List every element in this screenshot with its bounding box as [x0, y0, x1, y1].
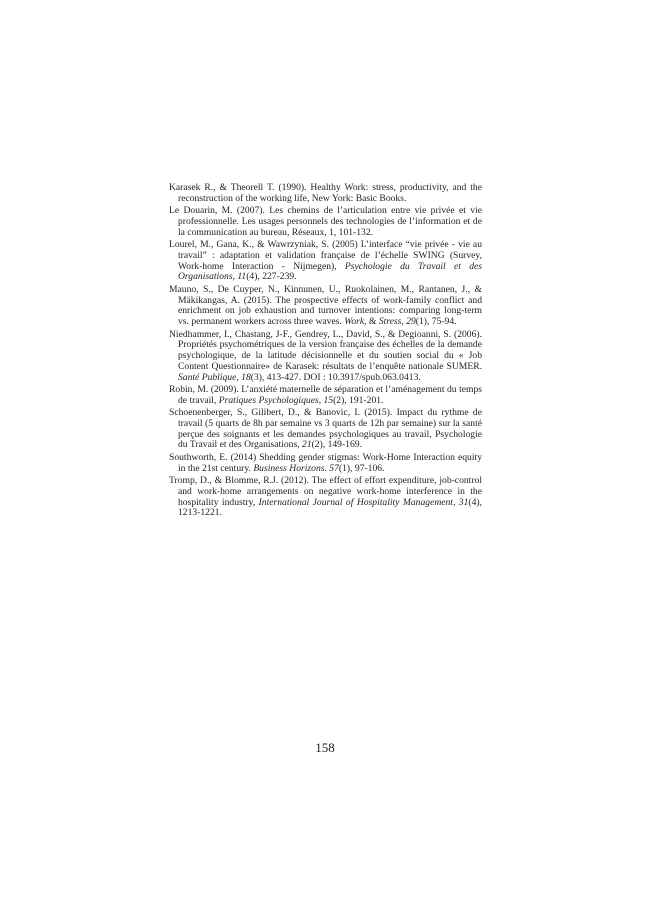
reference-text: (4), 1213-1221. [178, 496, 482, 519]
reference-text: Niedhammer, I., Chastang, J-F., Gendrey, L., David, S., & Degioanni, S. (2006). Propriétés psychométriques de la version française des échelles de la demande psychologique, de la latitude décisionnelle et du soutien social du « Job Content Questionnaire» de Karasek: résultats de l’enquête nationale SUMER. [169, 328, 482, 372]
reference-text: Schoenenberger, S., Gilibert, D., & Banovic, I. (2015). Impact du rythme de travail (5 quarts de 8h par semaine vs 3 quarts de 12h par semaine) sur la santé perçue des soignants et les demandes psychologiques au travail, Psychologie du Travail et des Organisations, [169, 407, 482, 451]
reference-text: Southworth, E. (2014) Shedding gender stigmas: Work-Home Interaction equity in the 21st century. [169, 451, 482, 474]
reference-italic-text: Work [344, 316, 365, 328]
reference-italic-text: Santé Publique, 18 [178, 371, 251, 383]
reference-text: . [324, 462, 330, 474]
reference-entry [169, 285, 482, 328]
page-number: 158 [315, 740, 335, 755]
reference-text: , [401, 316, 407, 328]
reference-entry [169, 206, 482, 238]
reference-text: (2), 191-201. [333, 394, 384, 406]
reference-text: Le Douarin, M. (2007). Les chemins de l’articulation entre vie privée et vie professionnelle. Les usages personnels des technologies de l’information et de la communication au bureau, Réseaux, 1, 101-132. [169, 205, 482, 238]
reference-italic-text: Stress [378, 316, 402, 328]
reference-text: , [318, 394, 324, 406]
reference-italic-text: 29 [406, 316, 416, 328]
reference-entry [169, 476, 482, 519]
reference-list [169, 183, 482, 521]
reference-italic-text: 15 [323, 394, 334, 406]
reference-text: Robin, M. (2009). L’anxiété maternelle de séparation et l’aménagement du temps de travail, [169, 383, 482, 406]
reference-text: (3), 413-427. DOI : 10.3917/spub.063.0413. [250, 371, 421, 383]
reference-text: (2), 149-169. [311, 439, 362, 451]
reference-text: (4), 227-239. [246, 271, 297, 283]
reference-text: (1), 75-94. [415, 316, 457, 328]
reference-text: , & [364, 316, 379, 328]
reference-entry [169, 385, 482, 407]
reference-italic-text: Business Horizons [253, 462, 325, 474]
reference-entry [169, 240, 482, 283]
reference-text: Karasek R., & Theorell T. (1990). Healthy Work: stress, productivity, and the reconstruction of the working life, New York: Basic Books. [169, 182, 482, 204]
reference-entry [169, 183, 482, 205]
reference-entry [169, 453, 482, 475]
reference-italic-text: Pratiques Psychologiques [218, 394, 319, 406]
reference-text: Tromp, D., & Blomme, R.J. (2012). The effect of effort expenditure, job-control and work-home arrangements on negative work-home interference in the hospitality industry, [169, 475, 482, 508]
reference-entry [169, 330, 482, 384]
reference-entry [169, 408, 482, 451]
reference-italic-text: International Journal of Hospitality Management, 31 [258, 496, 469, 508]
reference-italic-text: Psychologie du Travail et des Organisations, 11 [178, 260, 482, 283]
reference-italic-text: 21 [302, 439, 312, 451]
reference-text: (1), 97-106. [338, 462, 385, 474]
reference-italic-text: 57 [329, 462, 339, 474]
reference-text: Lourel, M., Gana, K., & Wawrzyniak, S. (2005) L’interface “vie privée - vie au travail” : adaptation et validation française de l’échelle SWING (Survey, Work-home Interaction - Nijmegen), [169, 239, 482, 272]
reference-text: Mauno, S., De Cuyper, N., Kinnunen, U., Ruokolainen, M., Rantanen, J., & Mäkikangas, A. (2015). The prospective effects of work-family conflict and enrichment on job exhaustion and turnover intentions: comparing long-term vs. permanent workers across three waves. [169, 283, 482, 328]
